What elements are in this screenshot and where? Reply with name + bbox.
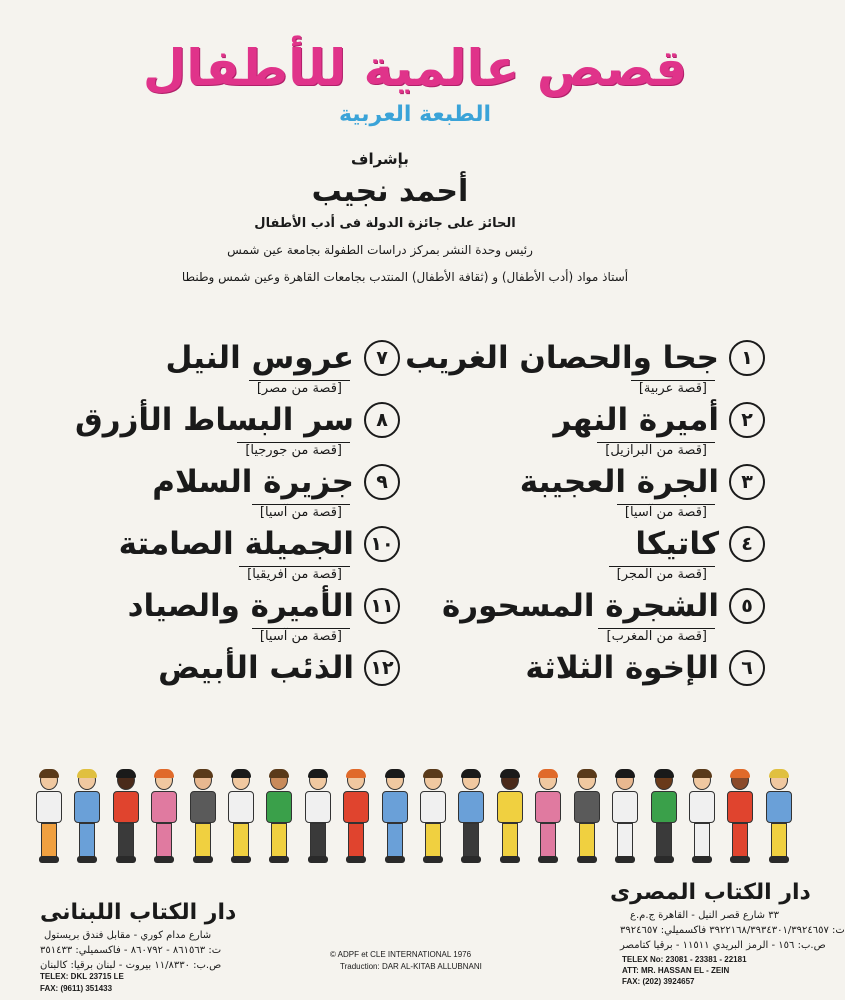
supervision-label: بإشراف (351, 150, 409, 168)
publisher-egypt-address: ٣٣ شارع قصر النيل - القاهرة ج.م.ع (630, 910, 779, 921)
story-origin-label: [ قصة من المغرب ] (598, 628, 715, 644)
story-number-badge: ١ (729, 340, 765, 376)
story-origin-label: [ قصة من البرازيل ] (597, 442, 715, 458)
child-figure (264, 770, 294, 866)
publisher-lebanon-phone: ت: ٨٦١٥٦٣ - ٨٦٠٧٩٢ - فاكسميلي: ٣٥١٤٣٣ (40, 945, 222, 956)
right-story-2 (553, 402, 765, 438)
right-story-5 (442, 588, 765, 624)
left-story-6 (158, 650, 400, 686)
child-figure (687, 770, 717, 866)
story-number-badge: ٢ (729, 402, 765, 438)
child-figure (456, 770, 486, 866)
story-title: الجميلة الصامتة (118, 526, 354, 562)
child-figure (111, 770, 141, 866)
story-origin-label: [ قصة من آسيا ] (617, 504, 715, 520)
right-story-1 (405, 340, 765, 376)
left-story-4 (119, 526, 400, 562)
story-number-badge: ٧ (364, 340, 400, 376)
story-title: كاتيكا (635, 526, 719, 562)
story-number-badge: ١٢ (364, 650, 400, 686)
children-illustration (34, 770, 794, 866)
child-figure (380, 770, 410, 866)
editor-credit-award: الحائز على جائزة الدولة فى أدب الأطفال (254, 216, 516, 231)
publisher-egypt-phone: ت: ٣٩٢٢١٦٨/٣٩٣٤٣٠١/٣٩٢٤٦٥٧ فاكسميلي: ٣٩٢٤٦٥٧ (620, 925, 845, 936)
story-number-badge: ٦ (729, 650, 765, 686)
child-figure (149, 770, 179, 866)
publisher-lebanon-address: شارع مدام كوري - مقابل فندق بريستول (44, 930, 212, 941)
story-origin-label: [ قصة من مصر ] (249, 380, 350, 396)
story-number-badge: ٩ (364, 464, 400, 500)
story-origin-label: [ قصة عربية ] (631, 380, 715, 396)
story-number-badge: ٤ (729, 526, 765, 562)
publisher-egypt-telex: TELEX No: 23081 - 23381 - 22181 (622, 955, 747, 964)
editor-credit-teaching: أستاذ مواد (أدب الأطفال) و (ثقافة الأطفال) المنتدب بجامعات القاهرة وعين شمس وطنطا (181, 270, 629, 284)
child-figure (725, 770, 755, 866)
right-story-4 (635, 526, 765, 562)
child-figure (303, 770, 333, 866)
left-story-3 (152, 464, 400, 500)
child-figure (34, 770, 64, 866)
story-origin-label: [ قصة من جورجيا ] (237, 442, 350, 458)
publisher-egypt-pobox: ص.ب: ١٥٦ - الرمز البريدي ١١٥١١ - برقيا كتامصر (620, 940, 826, 951)
story-number-badge: ٨ (364, 402, 400, 438)
left-story-2 (75, 402, 400, 438)
publisher-lebanon-name: دار الكتاب اللبنانى (40, 900, 237, 925)
publisher-egypt-att: ATT: MR. HASSAN EL - ZEIN (622, 966, 730, 975)
edition-label: الطبعة العربية (338, 102, 492, 127)
story-title: الأميرة والصياد (127, 588, 354, 624)
story-title: أميرة النهر (553, 402, 719, 438)
publisher-egypt-fax: FAX: (202) 3924657 (622, 977, 695, 986)
child-figure (72, 770, 102, 866)
child-figure (764, 770, 794, 866)
story-number-badge: ١٠ (364, 526, 400, 562)
story-origin-label: [ قصة من آسيا ] (252, 504, 350, 520)
story-title: الجرة العجيبة (519, 464, 719, 500)
publisher-lebanon-pobox: ص.ب: ١١/٨٣٣٠ بيروت - لبنان برقيا: كالبنان (40, 960, 222, 971)
story-title: جزيرة السلام (152, 464, 354, 500)
right-story-3 (520, 464, 765, 500)
story-number-badge: ٣ (729, 464, 765, 500)
editor-name: أحمد نجيب (311, 174, 469, 209)
child-figure (341, 770, 371, 866)
story-number-badge: ٥ (729, 588, 765, 624)
child-figure (649, 770, 679, 866)
publisher-egypt-name: دار الكتاب المصرى (610, 880, 811, 905)
copyright-notice: © ADPF et CLE INTERNATIONAL 1976 (330, 950, 472, 959)
story-origin-label: [ قصة من المجر ] (609, 566, 715, 582)
story-title: عروس النيل (165, 340, 354, 376)
child-figure (188, 770, 218, 866)
story-title: جحا والحصان الغريب (405, 340, 719, 376)
right-story-6 (525, 650, 765, 686)
child-figure (495, 770, 525, 866)
editor-credit-role: رئيس وحدة النشر بمركز دراسات الطفولة بجامعة عين شمس (227, 243, 533, 257)
child-figure (418, 770, 448, 866)
child-figure (226, 770, 256, 866)
left-story-5 (128, 588, 400, 624)
story-title: الإخوة الثلاثة (525, 650, 719, 686)
story-number-badge: ١١ (364, 588, 400, 624)
publisher-lebanon-telex: TELEX: DKL 23715 LE (40, 972, 124, 981)
child-figure (572, 770, 602, 866)
publisher-lebanon-fax: FAX: (9611) 351433 (40, 984, 113, 993)
series-title: قصص عالمية للأطفال (142, 39, 688, 97)
left-story-1 (165, 340, 400, 376)
child-figure (610, 770, 640, 866)
translation-credit: Traduction: DAR AL-KITAB ALLUBNANI (340, 962, 482, 971)
story-title: الشجرة المسحورة (441, 588, 719, 624)
story-origin-label: [ قصة من آسيا ] (252, 628, 350, 644)
story-origin-label: [ قصة من افريقيا ] (239, 566, 350, 582)
child-figure (533, 770, 563, 866)
story-title: سر البساط الأزرق (75, 402, 354, 438)
story-title: الذئب الأبيض (158, 650, 354, 686)
